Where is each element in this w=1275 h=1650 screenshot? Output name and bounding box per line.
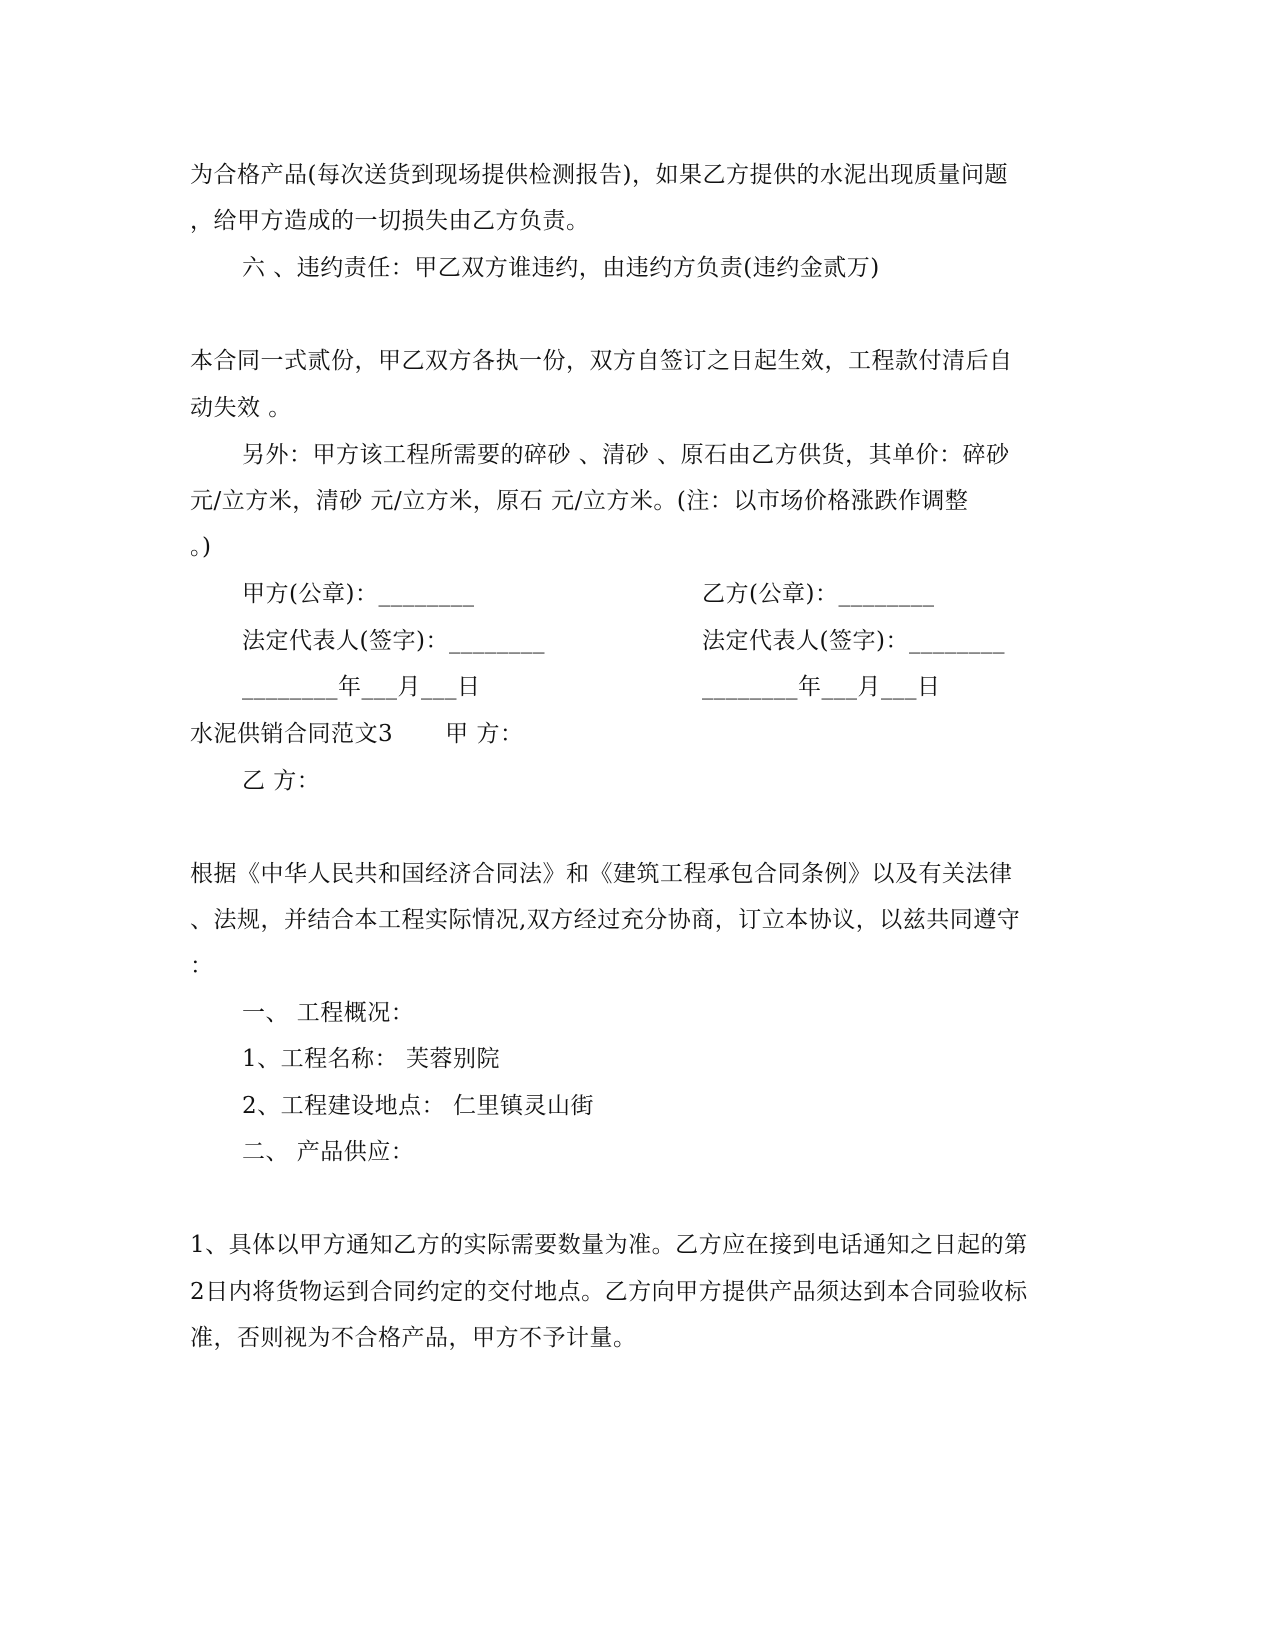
paragraph-line: 1、具体以甲方通知乙方的实际需要数量为准。乙方应在接到电话通知之日起的第: [190, 1232, 1028, 1258]
paragraph-line: 另外：甲方该工程所需要的碎砂 、清砂 、原石由乙方供货，其单价：碎砂: [242, 442, 1010, 468]
party-a-representative-field: 法定代表人(签字)：________: [242, 628, 545, 654]
paragraph-line: 。): [190, 534, 212, 560]
paragraph-line: 为合格产品(每次送货到现场提供检测报告)，如果乙方提供的水泥出现质量问题: [190, 162, 1008, 188]
party-a-date-field: ________年___月___日: [242, 674, 481, 700]
party-b-representative-field: 法定代表人(签字)：________: [702, 628, 1005, 654]
party-b-seal-field: 乙方(公章)：________: [702, 581, 935, 607]
party-a-label: 甲 方：: [445, 721, 524, 747]
paragraph-line: 准，否则视为不合格产品，甲方不予计量。: [190, 1325, 637, 1351]
paragraph-line: ：: [190, 953, 214, 979]
project-location-line: 2、工程建设地点： 仁里镇灵山街: [242, 1093, 594, 1119]
party-b-label: 乙 方：: [242, 768, 321, 794]
paragraph-line: 、法规，并结合本工程实际情况,双方经过充分协商，订立本协议，以兹共同遵守: [190, 907, 1021, 933]
paragraph-line: 动失效 。: [190, 395, 292, 421]
project-name-line: 1、工程名称： 芙蓉别院: [242, 1046, 500, 1072]
section-title-line: [190, 719, 523, 749]
paragraph-line: 元/立方米，清砂 元/立方米，原石 元/立方米。(注：以市场价格涨跌作调整: [190, 488, 969, 514]
contract-title: 水泥供销合同范文3: [190, 721, 394, 747]
paragraph-line: ，给甲方造成的一切损失由乙方负责。: [190, 208, 590, 234]
party-a-seal-field: 甲方(公章)：________: [242, 581, 475, 607]
section-heading-project-overview: 一、 工程概况：: [242, 1000, 415, 1026]
paragraph-line: 根据《中华人民共和国经济合同法》和《建筑工程承包合同条例》以及有关法律: [190, 861, 1013, 887]
party-b-date-field: ________年___月___日: [702, 674, 941, 700]
paragraph-line: 2日内将货物运到合同约定的交付地点。乙方向甲方提供产品须达到本合同验收标: [190, 1279, 1028, 1305]
clause-breach-liability: 六 、违约责任：甲乙双方谁违约，由违约方负责(违约金贰万): [242, 255, 880, 281]
section-heading-product-supply: 二、 产品供应：: [242, 1139, 415, 1165]
paragraph-line: 本合同一式贰份，甲乙双方各执一份，双方自签订之日起生效，工程款付清后自: [190, 348, 1013, 374]
